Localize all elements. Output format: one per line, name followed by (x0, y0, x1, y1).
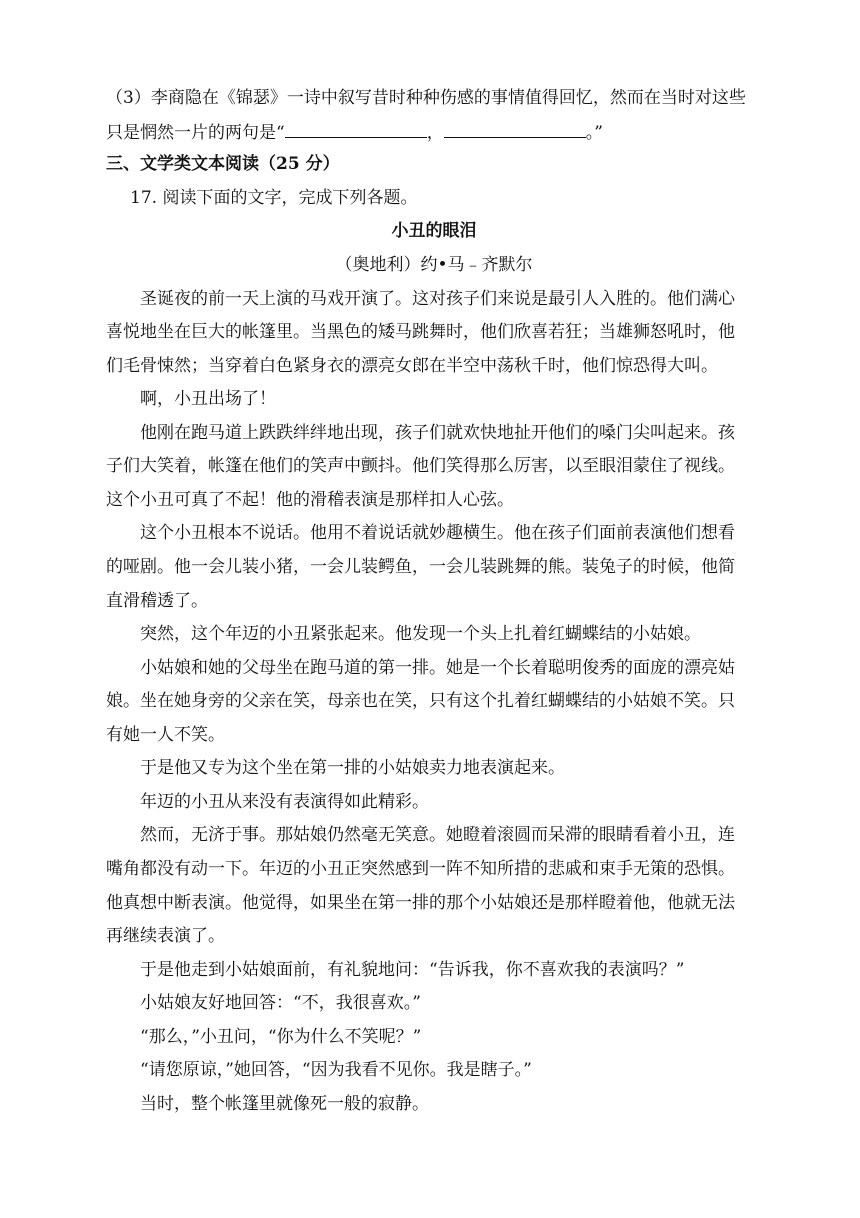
article-line: 喜悦地坐在巨大的帐篷里。当黑色的矮马跳舞时，他们欣喜若狂；当雄狮怒吼时，他 (106, 322, 735, 342)
article-line: “那么，”小丑问，“你为什么不笑呢？” (140, 1027, 422, 1047)
article-line: 他真想中断表演。他觉得，如果坐在第一排的那个小姑娘还是那样瞪着他，他就无法 (106, 893, 735, 913)
article-line: 然而，无济于事。那姑娘仍然毫无笑意。她瞪着滚圆而呆滞的眼睛看着小丑，连 (140, 825, 735, 845)
article-title: 小丑的眼泪 (391, 221, 477, 241)
article-line: 突然，这个年迈的小丑紧张起来。他发现一个头上扎着红蝴蝶结的小姑娘。 (140, 624, 701, 644)
answer-blank-1[interactable] (285, 119, 427, 138)
article-line: “请您原谅，”她回答，“因为我看不见你。我是瞎子。” (140, 1060, 532, 1080)
question-3-suffix: 。” (585, 123, 603, 143)
question-3-comma: ， (426, 123, 444, 143)
section-heading: 三、文学类文本阅读（25 分） (106, 154, 340, 174)
question-17-instruction: 17. 阅读下面的文字，完成下列各题。 (130, 188, 418, 208)
answer-blank-2[interactable] (444, 119, 586, 138)
question-3-prefix: 只是惘然一片的两句是“ (106, 123, 285, 143)
article-line: 再继续表演了。 (106, 926, 225, 946)
article-author: （奥地利）约•马﹣齐默尔 (335, 255, 533, 275)
article-line: 小姑娘友好地回答：“不，我很喜欢。” (140, 993, 421, 1013)
article-line: 小姑娘和她的父母坐在跑马道的第一排。她是一个长着聪明俊秀的面庞的漂亮姑 (140, 658, 735, 678)
article-line: 于是他走到小姑娘面前，有礼貌地问：“告诉我，你不喜欢我的表演吗？” (140, 960, 685, 980)
article-line: 他刚在跑马道上跌跌绊绊地出现，孩子们就欢快地扯开他们的嗓门尖叫起来。孩 (140, 423, 735, 443)
article-line: 的哑剧。他一会儿装小猪，一会儿装鳄鱼，一会儿装跳舞的熊。装兔子的时候，他简 (106, 557, 735, 577)
article-line: 啊，小丑出场了！ (140, 389, 276, 409)
article-line: 们毛骨悚然；当穿着白色紧身衣的漂亮女郎在半空中荡秋千时，他们惊恐得大叫。 (106, 356, 718, 376)
article-line: 这个小丑可真了不起！他的滑稽表演是那样扣人心弦。 (106, 490, 514, 510)
article-line: 直滑稽透了。 (106, 591, 208, 611)
question-3-line-2 (106, 119, 762, 145)
article-line: 年迈的小丑从来没有表演得如此精彩。 (140, 792, 429, 812)
article-line: 有她一人不笑。 (106, 725, 225, 745)
article-line: 嘴角都没有动一下。年迈的小丑正突然感到一阵不知所措的悲戚和束手无策的恐惧。 (106, 859, 735, 879)
article-line: 于是他又专为这个坐在第一排的小姑娘卖力地表演起来。 (140, 758, 565, 778)
article-line: 当时，整个帐篷里就像死一般的寂静。 (140, 1094, 429, 1114)
article-line: 子们大笑着，帐篷在他们的笑声中颤抖。他们笑得那么厉害，以至眼泪蒙住了视线。 (106, 456, 735, 476)
question-3-line-1: （3）李商隐在《锦瑟》一诗中叙写昔时种种伤感的事情值得回忆，然而在当时对这些 (106, 88, 746, 108)
article-line: 圣诞夜的前一天上演的马戏开演了。这对孩子们来说是最引人入胜的。他们满心 (140, 289, 735, 309)
article-line: 娘。坐在她身旁的父亲在笑，母亲也在笑，只有这个扎着红蝴蝶结的小姑娘不笑。只 (106, 691, 735, 711)
article-line: 这个小丑根本不说话。他用不着说话就妙趣横生。他在孩子们面前表演他们想看 (140, 523, 735, 543)
